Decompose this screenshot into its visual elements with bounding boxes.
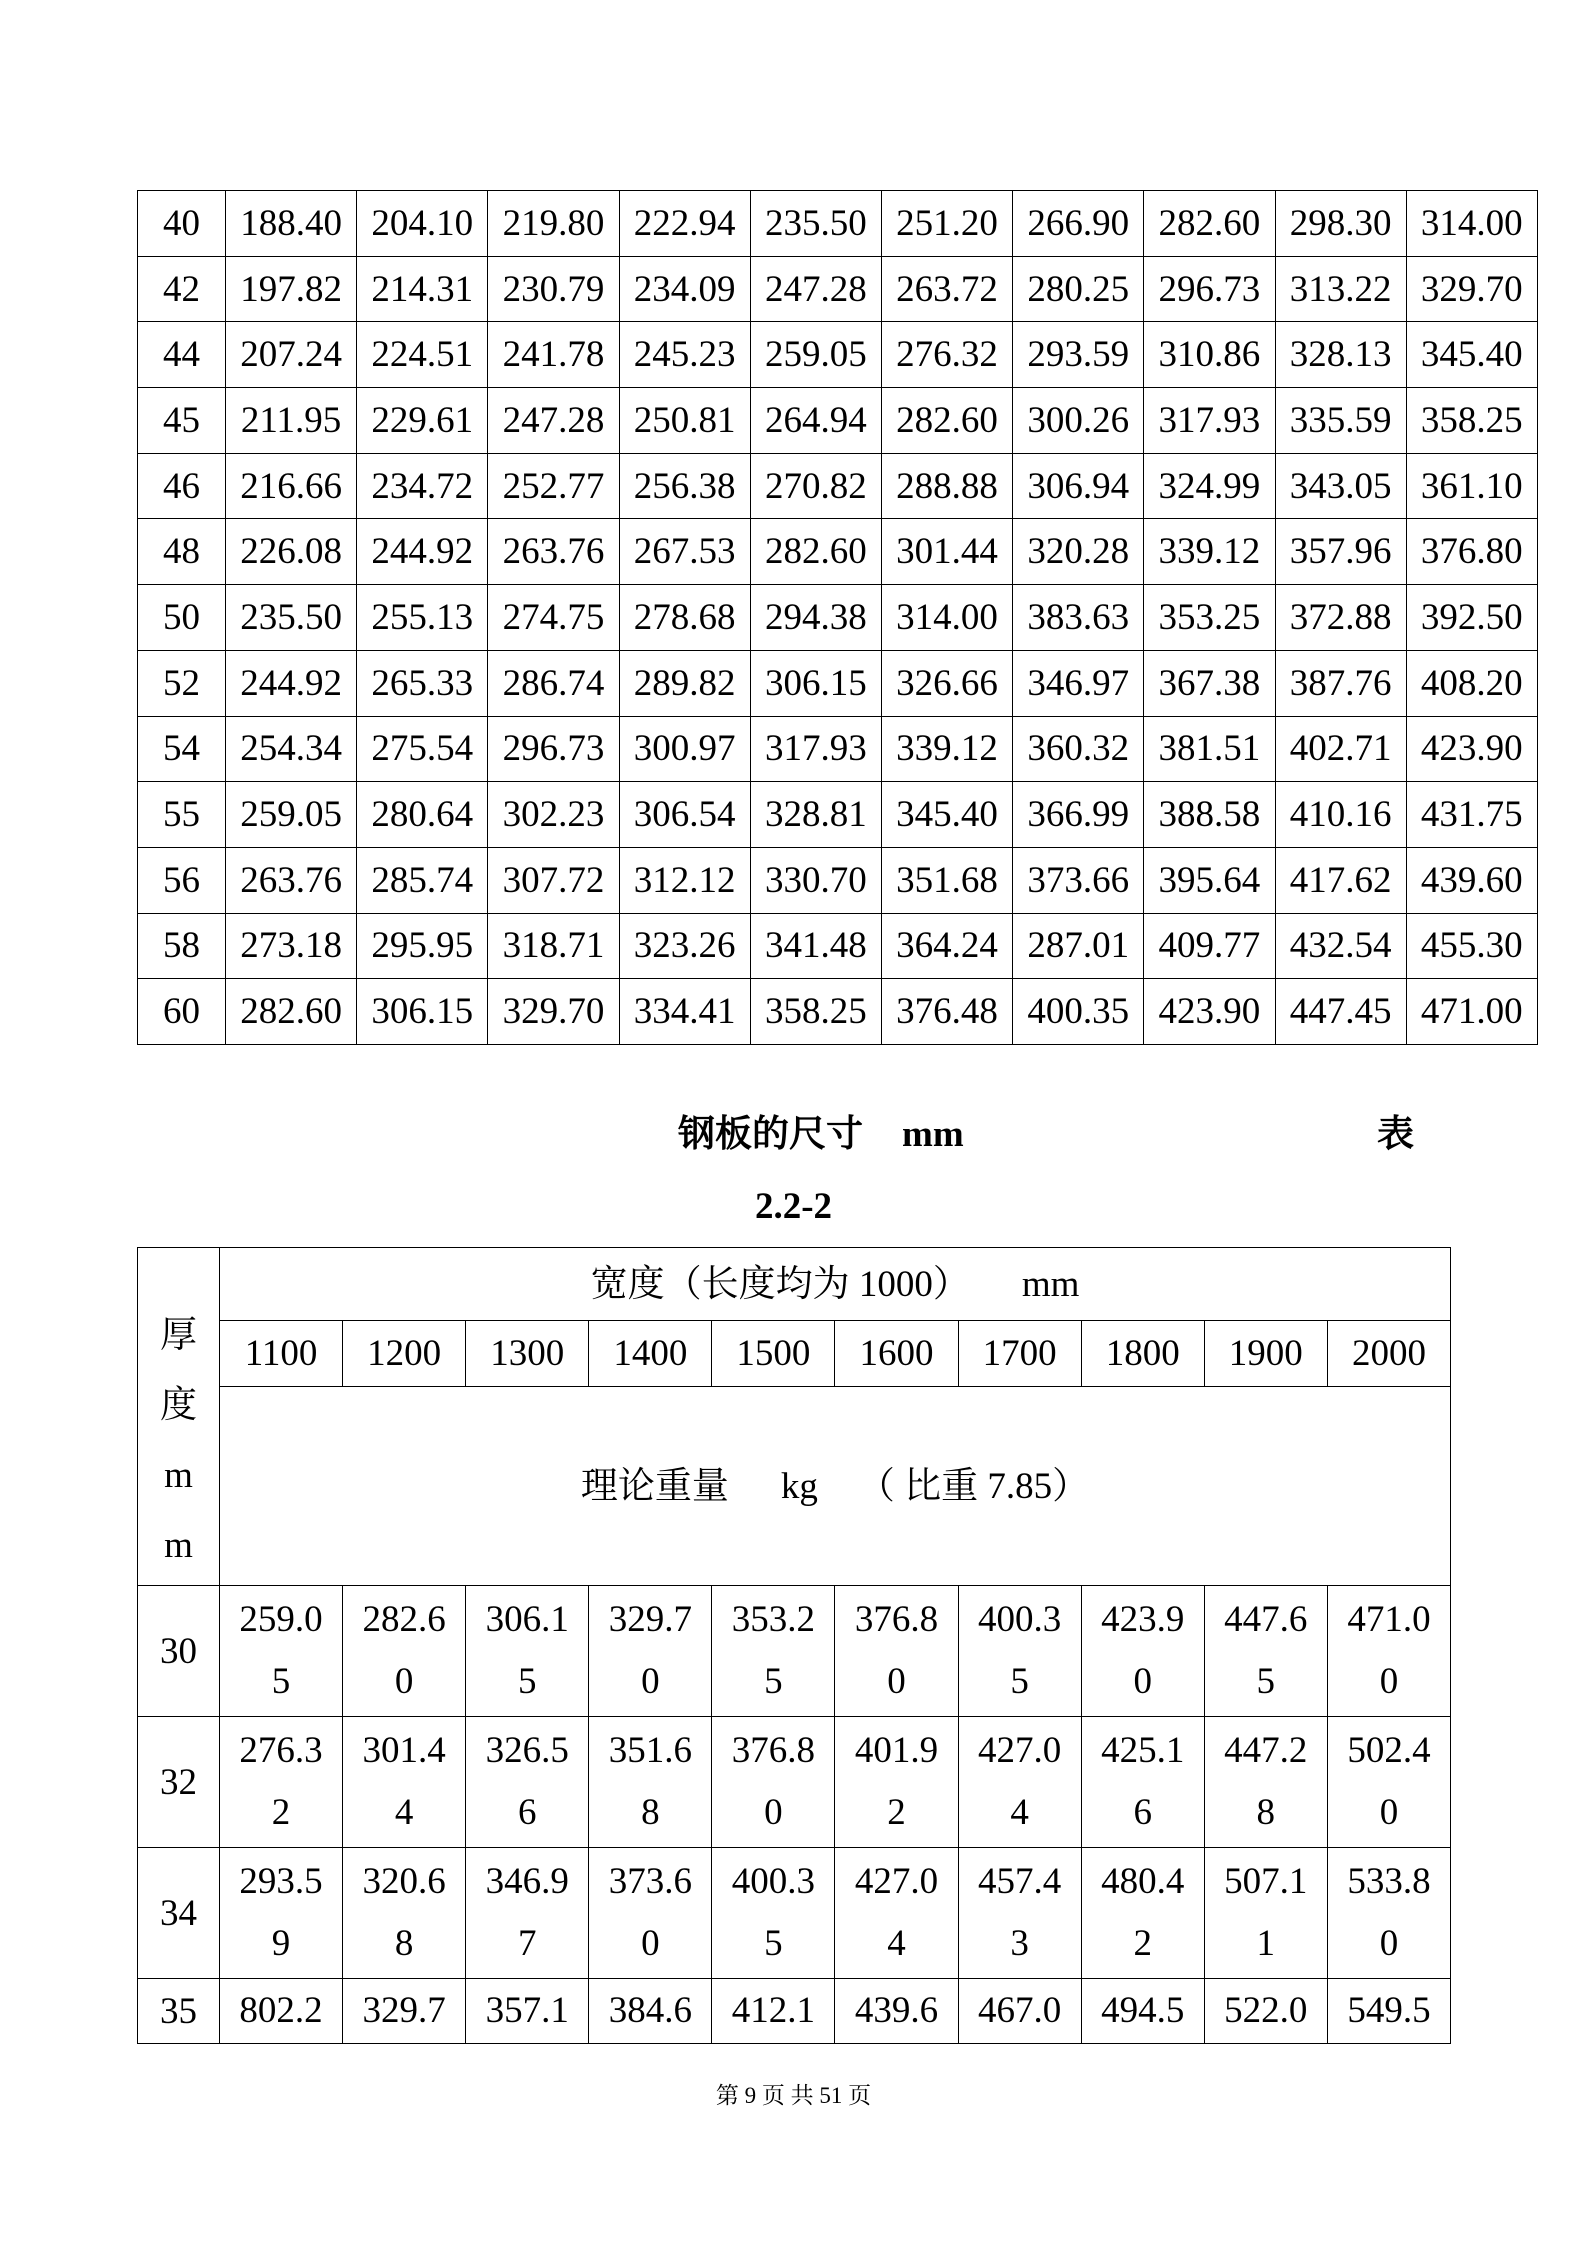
weight-cell: 276.32 (881, 322, 1012, 388)
weight-cell: 263.76 (226, 847, 357, 913)
header-row-weight (138, 1387, 1451, 1586)
weight-cell (1081, 1717, 1204, 1848)
header-row-width (138, 1248, 1451, 1321)
thickness-cell: 55 (138, 782, 226, 848)
weight-cell: 306.15 (357, 979, 488, 1045)
weight-cell: 417.62 (1275, 847, 1406, 913)
weight-cell (1327, 1586, 1450, 1717)
weight-cell: 314.00 (1406, 191, 1537, 257)
weight-value: 447.28 (1224, 1730, 1308, 1833)
weight-value: 400.35 (731, 1861, 816, 1964)
weight-cell: 387.76 (1275, 650, 1406, 716)
weight-cell: 300.26 (1013, 388, 1144, 454)
table-row (138, 322, 1538, 388)
weight-cell: 358.25 (750, 979, 881, 1045)
width-cell: 1500 (712, 1321, 835, 1387)
weight-value: 353.25 (731, 1599, 816, 1702)
weight-cell (589, 1848, 712, 1979)
thickness-cell: 50 (138, 585, 226, 651)
table-row (138, 191, 1538, 257)
weight-cell: 278.68 (619, 585, 750, 651)
weight-cell: 219.80 (488, 191, 619, 257)
thickness-header-cell (138, 1248, 220, 1586)
weight-cell (343, 1848, 466, 1979)
weight-value: 373.60 (608, 1861, 692, 1964)
thickness-cell: 30 (138, 1586, 220, 1717)
thickness-cell: 32 (138, 1717, 220, 1848)
weight-value: 471.00 (1347, 1599, 1431, 1702)
thickness-cell: 48 (138, 519, 226, 585)
weight-cell: 222.94 (619, 191, 750, 257)
weight-cell (220, 1717, 343, 1848)
weight-cell: 345.40 (881, 782, 1012, 848)
weight-cell: 423.90 (1406, 716, 1537, 782)
weight-cell: 289.82 (619, 650, 750, 716)
weight-cell: 226.08 (226, 519, 357, 585)
weight-cell: 447.45 (1275, 979, 1406, 1045)
weight-cell: 256.38 (619, 453, 750, 519)
table-row (138, 1586, 1451, 1717)
thickness-cell: 34 (138, 1848, 220, 1979)
table-row (138, 650, 1538, 716)
weight-value: 480.42 (1101, 1861, 1185, 1964)
weight-cell: 345.40 (1406, 322, 1537, 388)
weight-cell: 323.26 (619, 913, 750, 979)
weight-cell: 188.40 (226, 191, 357, 257)
weight-cell: 381.51 (1144, 716, 1275, 782)
weight-cell (466, 1586, 589, 1717)
weight-cell: 255.13 (357, 585, 488, 651)
weight-cell (466, 1848, 589, 1979)
weight-cell: 275.54 (357, 716, 488, 782)
weight-cell: 320.28 (1013, 519, 1144, 585)
weight-cell: 204.10 (357, 191, 488, 257)
weight-value: 329.7 (362, 1990, 446, 2031)
weight-cell: 439.60 (1406, 847, 1537, 913)
weight-cell (1081, 1979, 1204, 2044)
weight-value: 293.59 (239, 1861, 323, 1964)
weight-cell (1204, 1586, 1327, 1717)
weight-cell: 282.60 (226, 979, 357, 1045)
weight-value: 276.32 (239, 1730, 323, 1833)
weight-value: 425.16 (1101, 1730, 1185, 1833)
header-row-widths (138, 1321, 1451, 1387)
table-row (138, 847, 1538, 913)
weight-cell: 471.00 (1406, 979, 1537, 1045)
weight-value: 427.04 (977, 1730, 1062, 1833)
weight-value: 320.68 (362, 1861, 446, 1964)
weight-cell: 361.10 (1406, 453, 1537, 519)
weight-value: 357.1 (485, 1990, 569, 2031)
weight-cell: 402.71 (1275, 716, 1406, 782)
weight-cell: 367.38 (1144, 650, 1275, 716)
table-row (138, 1979, 1451, 2044)
weight-cell: 282.60 (881, 388, 1012, 454)
weight-cell: 339.12 (881, 716, 1012, 782)
weight-cell: 296.73 (488, 716, 619, 782)
weight-cell: 300.97 (619, 716, 750, 782)
thickness-cell: 35 (138, 1979, 220, 2044)
width-header-cell (220, 1248, 1451, 1321)
weight-cell: 254.34 (226, 716, 357, 782)
weight-value: 400.35 (977, 1599, 1062, 1702)
weight-value: 351.68 (608, 1730, 692, 1833)
weight-value: 533.80 (1347, 1861, 1431, 1964)
weight-value: 549.5 (1347, 1990, 1431, 2031)
thickness-cell: 58 (138, 913, 226, 979)
weight-cell: 259.05 (750, 322, 881, 388)
weight-cell: 383.63 (1013, 585, 1144, 651)
weight-cell (958, 1717, 1081, 1848)
weight-cell: 388.58 (1144, 782, 1275, 848)
thickness-cell: 44 (138, 322, 226, 388)
thickness-header-label: 厚度mm (160, 1314, 197, 1566)
weight-cell (1327, 1979, 1450, 2044)
table-row (138, 716, 1538, 782)
weight-value: 301.44 (362, 1730, 446, 1833)
weight-cell: 234.72 (357, 453, 488, 519)
weight-cell: 358.25 (1406, 388, 1537, 454)
weight-cell: 329.70 (1406, 256, 1537, 322)
weight-value: 282.60 (362, 1599, 446, 1702)
weight-cell: 288.88 (881, 453, 1012, 519)
weight-cell: 353.25 (1144, 585, 1275, 651)
weight-cell: 313.22 (1275, 256, 1406, 322)
weight-cell (343, 1979, 466, 2044)
weight-value: 306.15 (485, 1599, 569, 1702)
weight-cell: 244.92 (357, 519, 488, 585)
weight-cell: 274.75 (488, 585, 619, 651)
weight-cell (220, 1586, 343, 1717)
weight-cell: 265.33 (357, 650, 488, 716)
weight-cell: 234.09 (619, 256, 750, 322)
weight-cell (343, 1717, 466, 1848)
table-row (138, 256, 1538, 322)
thickness-cell: 42 (138, 256, 226, 322)
weight-cell: 230.79 (488, 256, 619, 322)
weight-value: 423.90 (1101, 1599, 1185, 1702)
weight-cell: 341.48 (750, 913, 881, 979)
plate-size-table (137, 1247, 1451, 2044)
plate-size-table-body (138, 1248, 1451, 2044)
weight-cell: 409.77 (1144, 913, 1275, 979)
weight-cell: 286.74 (488, 650, 619, 716)
weight-header-unit: kg (780, 1465, 818, 1507)
thickness-cell: 40 (138, 191, 226, 257)
weight-cell: 357.96 (1275, 519, 1406, 585)
weight-cell (589, 1979, 712, 2044)
weight-cell: 431.75 (1406, 782, 1537, 848)
weight-cell: 339.12 (1144, 519, 1275, 585)
weight-header-cell (220, 1387, 1451, 1586)
weight-value: 376.80 (731, 1730, 816, 1833)
weight-cell (835, 1586, 958, 1717)
weight-cell: 263.76 (488, 519, 619, 585)
width-cell: 1300 (466, 1321, 589, 1387)
weight-cell: 317.93 (750, 716, 881, 782)
weight-cell: 346.97 (1013, 650, 1144, 716)
weight-cell: 264.94 (750, 388, 881, 454)
weight-cell (1081, 1586, 1204, 1717)
weight-value: 522.0 (1224, 1990, 1308, 2031)
weight-cell: 211.95 (226, 388, 357, 454)
weight-value: 447.65 (1224, 1599, 1308, 1702)
weight-value: 457.43 (977, 1861, 1062, 1964)
width-cell: 1400 (589, 1321, 712, 1387)
table-row (138, 913, 1538, 979)
weight-cell: 328.81 (750, 782, 881, 848)
weight-cell: 266.90 (1013, 191, 1144, 257)
weight-header-label: 理论重量 (580, 1465, 729, 1507)
table-row (138, 519, 1538, 585)
weight-value: 346.97 (485, 1861, 569, 1964)
weight-cell: 216.66 (226, 453, 357, 519)
weight-cell: 329.70 (488, 979, 619, 1045)
weight-cell (712, 1717, 835, 1848)
table-row (138, 979, 1538, 1045)
weight-cell: 247.28 (488, 388, 619, 454)
table-caption-title: 钢板的尺寸 (678, 1114, 863, 1155)
weight-cell: 334.41 (619, 979, 750, 1045)
weight-cell: 306.94 (1013, 453, 1144, 519)
weight-value: 376.80 (854, 1599, 939, 1702)
weight-cell: 351.68 (881, 847, 1012, 913)
weight-cell: 335.59 (1275, 388, 1406, 454)
weight-cell (1081, 1848, 1204, 1979)
weight-value: 384.6 (608, 1990, 692, 2031)
weight-value: 412.1 (731, 1990, 816, 2031)
weight-value: 467.0 (977, 1990, 1062, 2031)
weight-cell (589, 1586, 712, 1717)
page-footer: 第 9 页 共 51 页 (715, 2083, 872, 2108)
weight-cell: 392.50 (1406, 585, 1537, 651)
thickness-cell: 56 (138, 847, 226, 913)
weight-cell (958, 1848, 1081, 1979)
weight-cell: 330.70 (750, 847, 881, 913)
weight-cell: 306.15 (750, 650, 881, 716)
weight-cell: 244.92 (226, 650, 357, 716)
width-cell: 1100 (220, 1321, 343, 1387)
weight-value: 507.11 (1224, 1861, 1308, 1964)
weight-cell (712, 1979, 835, 2044)
weight-cell (835, 1717, 958, 1848)
weight-cell: 241.78 (488, 322, 619, 388)
width-cell: 1200 (343, 1321, 466, 1387)
table-caption-suffix: 表 (1377, 1114, 1414, 1155)
weight-cell (712, 1848, 835, 1979)
weight-cell: 307.72 (488, 847, 619, 913)
weight-cell: 263.72 (881, 256, 1012, 322)
weight-cell (1204, 1848, 1327, 1979)
weight-cell: 306.54 (619, 782, 750, 848)
weight-cell: 455.30 (1406, 913, 1537, 979)
weight-cell (712, 1586, 835, 1717)
table-row (138, 585, 1538, 651)
weight-cell: 310.86 (1144, 322, 1275, 388)
thickness-cell: 46 (138, 453, 226, 519)
weight-cell: 214.31 (357, 256, 488, 322)
weight-cell (220, 1979, 343, 2044)
thickness-cell: 60 (138, 979, 226, 1045)
weight-cell: 432.54 (1275, 913, 1406, 979)
weight-cell: 301.44 (881, 519, 1012, 585)
weight-cell: 408.20 (1406, 650, 1537, 716)
weight-cell: 314.00 (881, 585, 1012, 651)
table-row (138, 1717, 1451, 1848)
weight-table-continued (137, 190, 1538, 1045)
weight-cell (1327, 1717, 1450, 1848)
weight-cell: 273.18 (226, 913, 357, 979)
table-row (138, 453, 1538, 519)
weight-cell: 326.66 (881, 650, 1012, 716)
weight-cell: 360.32 (1013, 716, 1144, 782)
table-row (138, 782, 1538, 848)
width-header-unit: mm (1021, 1263, 1080, 1305)
weight-value: 802.2 (239, 1990, 323, 2031)
width-cell: 1600 (835, 1321, 958, 1387)
weight-cell (1327, 1848, 1450, 1979)
weight-cell: 280.25 (1013, 256, 1144, 322)
weight-value: 494.5 (1101, 1990, 1185, 2031)
weight-cell: 251.20 (881, 191, 1012, 257)
weight-cell (589, 1717, 712, 1848)
weight-cell: 423.90 (1144, 979, 1275, 1045)
weight-cell (343, 1586, 466, 1717)
weight-value: 329.70 (608, 1599, 692, 1702)
weight-value: 439.6 (854, 1990, 939, 2031)
weight-cell (835, 1979, 958, 2044)
weight-cell: 259.05 (226, 782, 357, 848)
width-cell: 2000 (1327, 1321, 1450, 1387)
weight-cell: 267.53 (619, 519, 750, 585)
weight-cell (1204, 1979, 1327, 2044)
density-note: （ 比重 7.85） (857, 1465, 1090, 1507)
weight-cell: 293.59 (1013, 322, 1144, 388)
width-header-label: 宽度（长度均为 1000） (590, 1263, 970, 1305)
weight-cell: 376.80 (1406, 519, 1537, 585)
weight-value: 326.56 (485, 1730, 569, 1833)
weight-cell: 250.81 (619, 388, 750, 454)
weight-cell: 298.30 (1275, 191, 1406, 257)
weight-cell: 235.50 (226, 585, 357, 651)
table-caption-unit: mm (902, 1114, 964, 1155)
weight-cell: 312.12 (619, 847, 750, 913)
weight-cell: 247.28 (750, 256, 881, 322)
weight-cell: 376.48 (881, 979, 1012, 1045)
weight-value: 259.05 (239, 1599, 323, 1702)
weight-cell: 282.60 (1144, 191, 1275, 257)
weight-cell: 197.82 (226, 256, 357, 322)
weight-cell: 287.01 (1013, 913, 1144, 979)
weight-value: 427.04 (854, 1861, 939, 1964)
weight-cell (835, 1848, 958, 1979)
weight-cell (1204, 1717, 1327, 1848)
weight-cell: 364.24 (881, 913, 1012, 979)
table-row (138, 1848, 1451, 1979)
weight-cell: 295.95 (357, 913, 488, 979)
weight-cell (958, 1586, 1081, 1717)
weight-cell: 395.64 (1144, 847, 1275, 913)
weight-cell: 410.16 (1275, 782, 1406, 848)
table-caption-number: 2.2-2 (754, 1186, 833, 1227)
weight-cell: 282.60 (750, 519, 881, 585)
weight-cell (466, 1979, 589, 2044)
weight-cell: 373.66 (1013, 847, 1144, 913)
weight-cell: 317.93 (1144, 388, 1275, 454)
table-row (138, 388, 1538, 454)
weight-cell: 245.23 (619, 322, 750, 388)
weight-cell: 294.38 (750, 585, 881, 651)
weight-cell: 252.77 (488, 453, 619, 519)
weight-cell: 270.82 (750, 453, 881, 519)
weight-cell: 324.99 (1144, 453, 1275, 519)
weight-value: 502.40 (1347, 1730, 1431, 1833)
weight-cell: 318.71 (488, 913, 619, 979)
width-cell: 1700 (958, 1321, 1081, 1387)
weight-cell: 328.13 (1275, 322, 1406, 388)
thickness-cell: 54 (138, 716, 226, 782)
thickness-cell: 52 (138, 650, 226, 716)
weight-cell: 280.64 (357, 782, 488, 848)
weight-cell: 343.05 (1275, 453, 1406, 519)
weight-value: 401.92 (854, 1730, 939, 1833)
width-cell: 1900 (1204, 1321, 1327, 1387)
weight-cell: 400.35 (1013, 979, 1144, 1045)
weight-cell (466, 1717, 589, 1848)
width-cell: 1800 (1081, 1321, 1204, 1387)
weight-table-body (138, 191, 1538, 1045)
weight-cell (220, 1848, 343, 1979)
thickness-cell: 45 (138, 388, 226, 454)
weight-cell: 296.73 (1144, 256, 1275, 322)
weight-cell (958, 1979, 1081, 2044)
weight-cell: 229.61 (357, 388, 488, 454)
weight-cell: 372.88 (1275, 585, 1406, 651)
weight-cell: 302.23 (488, 782, 619, 848)
weight-cell: 285.74 (357, 847, 488, 913)
weight-cell: 366.99 (1013, 782, 1144, 848)
weight-cell: 207.24 (226, 322, 357, 388)
weight-cell: 224.51 (357, 322, 488, 388)
weight-cell: 235.50 (750, 191, 881, 257)
